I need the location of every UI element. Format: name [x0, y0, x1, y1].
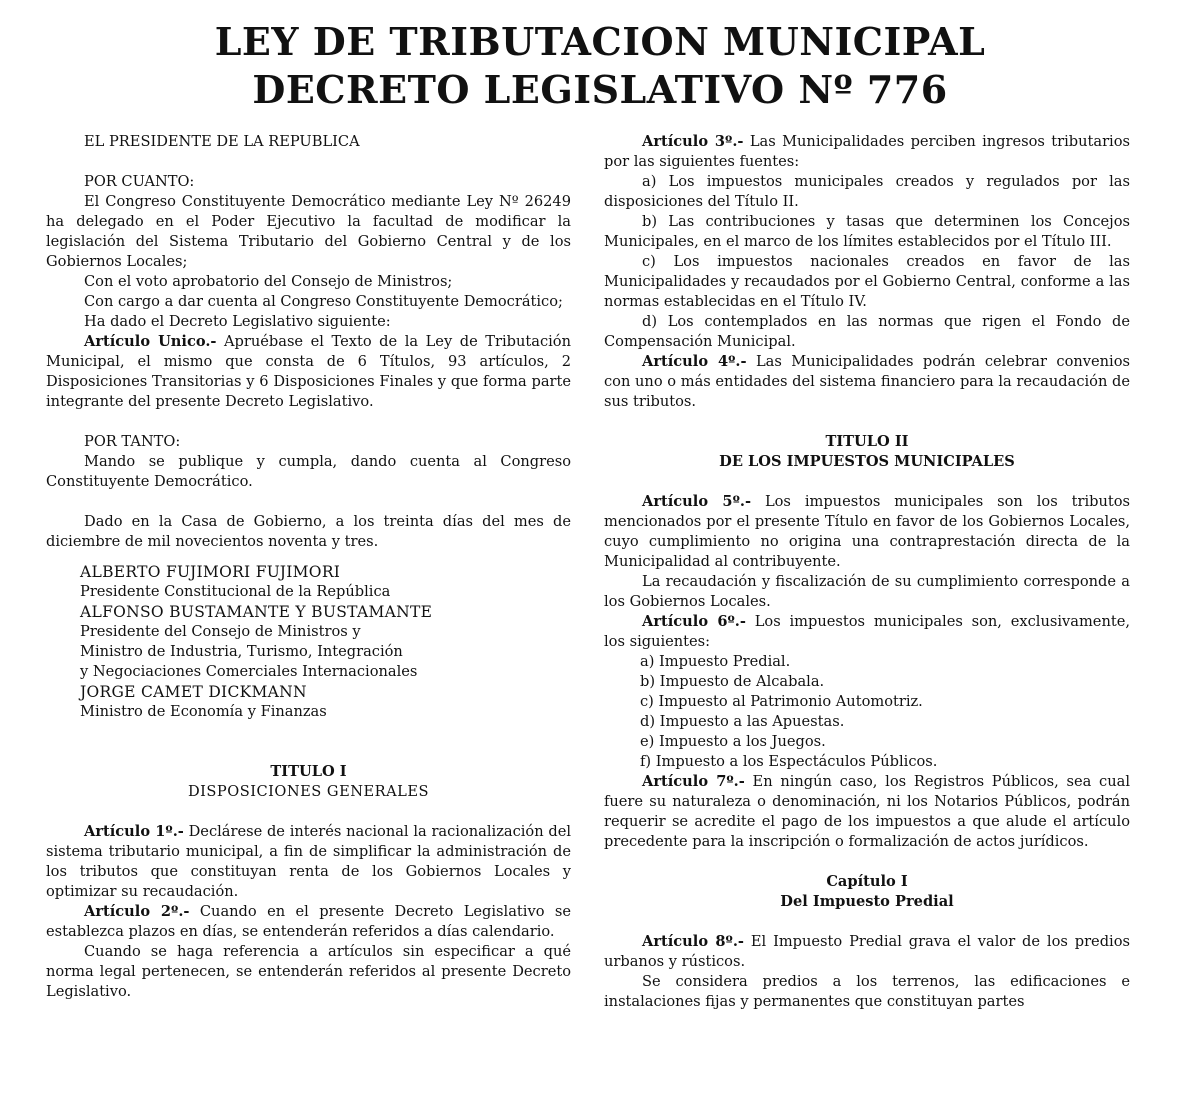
- title-line-2: DECRETO LEGISLATIVO Nº 776: [252, 67, 948, 112]
- article-3-item-c: c) Los impuestos nacionales creados en favor de las Municipalidades y recaudados por el Gobierno Central, conforme a las normas establecidas en el Título IV.: [604, 253, 1130, 310]
- signatures: [46, 562, 571, 722]
- document-title: [0, 18, 1200, 114]
- article-2-paragraph-2: Cuando se haga referencia a artículos sin especificar a qué norma legal pertenecen, se entenderán referidos al presente Decreto Legislativo.: [46, 943, 571, 1000]
- article-text: El Impuesto Predial grava el valor de los predios urbanos y rústicos.: [604, 933, 1130, 970]
- article-label: Artículo 3º.-: [642, 133, 744, 150]
- titulo-2-heading: TITULO II: [825, 433, 909, 450]
- signature-name: JORGE CAMET DICKMANN: [80, 683, 307, 701]
- article-2: [46, 902, 571, 942]
- list-item: c) Impuesto al Patrimonio Automotriz.: [640, 693, 923, 710]
- list-item: e) Impuesto a los Juegos.: [640, 733, 826, 750]
- por-cuanto-heading: POR CUANTO:: [84, 173, 195, 190]
- signature-role: Ministro de Industria, Turismo, Integración: [80, 643, 403, 660]
- paragraph-dado: Dado en la Casa de Gobierno, a los treinta días del mes de diciembre de mil novecientos noventa y tres.: [46, 513, 571, 550]
- article-3: [604, 132, 1130, 172]
- article-label: Artículo 6º.-: [642, 613, 746, 630]
- titulo-2-subheading: DE LOS IMPUESTOS MUNICIPALES: [719, 453, 1015, 470]
- list-item: f) Impuesto a los Espectáculos Públicos.: [640, 753, 938, 770]
- por-tanto-heading: POR TANTO:: [84, 433, 181, 450]
- list-item: a) Impuesto Predial.: [640, 653, 791, 670]
- article-text: Los impuestos municipales son los tributos mencionados por el presente Título en favor de los Gobiernos Locales, cuyo cumplimiento no origina una contraprestación directa de la Municipalidad al contribuyente.: [604, 493, 1130, 570]
- article-3-item-a: a) Los impuestos municipales creados y regulados por las disposiciones del Título II.: [604, 173, 1130, 210]
- signature-name: ALBERTO FUJIMORI FUJIMORI: [80, 563, 341, 581]
- article-6-list: [604, 652, 1130, 772]
- article-8: [604, 932, 1130, 972]
- article-5: [604, 492, 1130, 572]
- right-column: [604, 132, 1130, 1012]
- signature-name: ALFONSO BUSTAMANTE Y BUSTAMANTE: [80, 603, 433, 621]
- article-1: [46, 822, 571, 902]
- left-column: [46, 132, 571, 1002]
- signature-role: Presidente Constitucional de la República: [80, 583, 391, 600]
- article-label: Artículo 5º.-: [642, 493, 752, 510]
- article-label: Artículo 4º.-: [642, 353, 747, 370]
- paragraph-voto: Con el voto aprobatorio del Consejo de Ministros;: [84, 273, 453, 290]
- article-label: Artículo 8º.-: [642, 933, 744, 950]
- article-label: Artículo Unico.-: [84, 333, 217, 350]
- article-text: Las Municipalidades podrán celebrar convenios con uno o más entidades del sistema financiero para la recaudación de sus tributos.: [604, 353, 1130, 410]
- article-3-item-d: d) Los contemplados en las normas que rigen el Fondo de Compensación Municipal.: [604, 313, 1130, 350]
- article-text: Apruébase el Texto de la Ley de Tributación Municipal, el mismo que consta de 6 Títulos, 93 artículos, 2 Disposiciones Transitorias y 6 Disposiciones Finales y que forma parte integrante del presente Decreto Legislativo.: [46, 333, 571, 410]
- article-text: Los impuestos municipales son, exclusivamente, los siguientes:: [604, 613, 1130, 650]
- paragraph-ha-dado: Ha dado el Decreto Legislativo siguiente:: [84, 313, 391, 330]
- titulo-1-heading: TITULO I: [270, 763, 347, 780]
- signature-role: y Negociaciones Comerciales Internacionales: [80, 663, 418, 680]
- list-item: b) Impuesto de Alcabala.: [640, 673, 825, 690]
- titulo-1-subheading: DISPOSICIONES GENERALES: [187, 783, 430, 800]
- list-item: d) Impuesto a las Apuestas.: [640, 713, 845, 730]
- article-3-item-b: b) Las contribuciones y tasas que determinen los Concejos Municipales, en el marco de los límites establecidos por el Título III.: [604, 213, 1130, 250]
- article-4: [604, 352, 1130, 412]
- article-8-paragraph-2: Se considera predios a los terrenos, las edificaciones e instalaciones fijas y permanentes que constituyan partes: [604, 973, 1130, 1010]
- article-label: Artículo 1º.-: [84, 823, 184, 840]
- article-text: Cuando en el presente Decreto Legislativo se establezca plazos en días, se entenderán referidos a días calendario.: [46, 903, 571, 940]
- signature-role: Ministro de Economía y Finanzas: [80, 703, 327, 720]
- article-label: Artículo 2º.-: [84, 903, 190, 920]
- article-7: [604, 772, 1130, 852]
- paragraph-cargo: Con cargo a dar cuenta al Congreso Constituyente Democrático;: [84, 293, 563, 310]
- paragraph-congreso: El Congreso Constituyente Democrático mediante Ley Nº 26249 ha delegado en el Poder Ejecutivo la facultad de modificar la legislación del Sistema Tributario del Gobierno Central y de los Gobiernos Locales;: [46, 193, 571, 270]
- article-text: En ningún caso, los Registros Públicos, sea cual fuere su naturaleza o denominación, ni los Notarios Públicos, podrán requerir se acredite el pago de los impuestos a que alude el artículo precedente para la inscripción o formalización de actos jurídicos.: [604, 773, 1130, 850]
- article-text: Declárese de interés nacional la racionalización del sistema tributario municipal, a fin de simplificar la administración de los tributos que constituyan renta de los Gobiernos Locales y optimizar su recaudación.: [46, 823, 571, 900]
- paragraph-mando: Mando se publique y cumpla, dando cuenta al Congreso Constituyente Democrático.: [46, 453, 571, 490]
- article-label: Artículo 7º.-: [642, 773, 745, 790]
- capitulo-1-heading: Capítulo I: [826, 873, 908, 890]
- signature-role: Presidente del Consejo de Ministros y: [80, 623, 361, 640]
- capitulo-1-subheading: Del Impuesto Predial: [780, 893, 954, 910]
- article-text: Las Municipalidades perciben ingresos tributarios por las siguientes fuentes:: [604, 133, 1130, 170]
- presidente-heading: EL PRESIDENTE DE LA REPUBLICA: [84, 133, 360, 150]
- title-line-1: LEY DE TRIBUTACION MUNICIPAL: [214, 19, 986, 64]
- article-5-paragraph-2: La recaudación y fiscalización de su cumplimiento corresponde a los Gobiernos Locales.: [604, 573, 1130, 610]
- article-6: [604, 612, 1130, 652]
- article-unico: [46, 332, 571, 412]
